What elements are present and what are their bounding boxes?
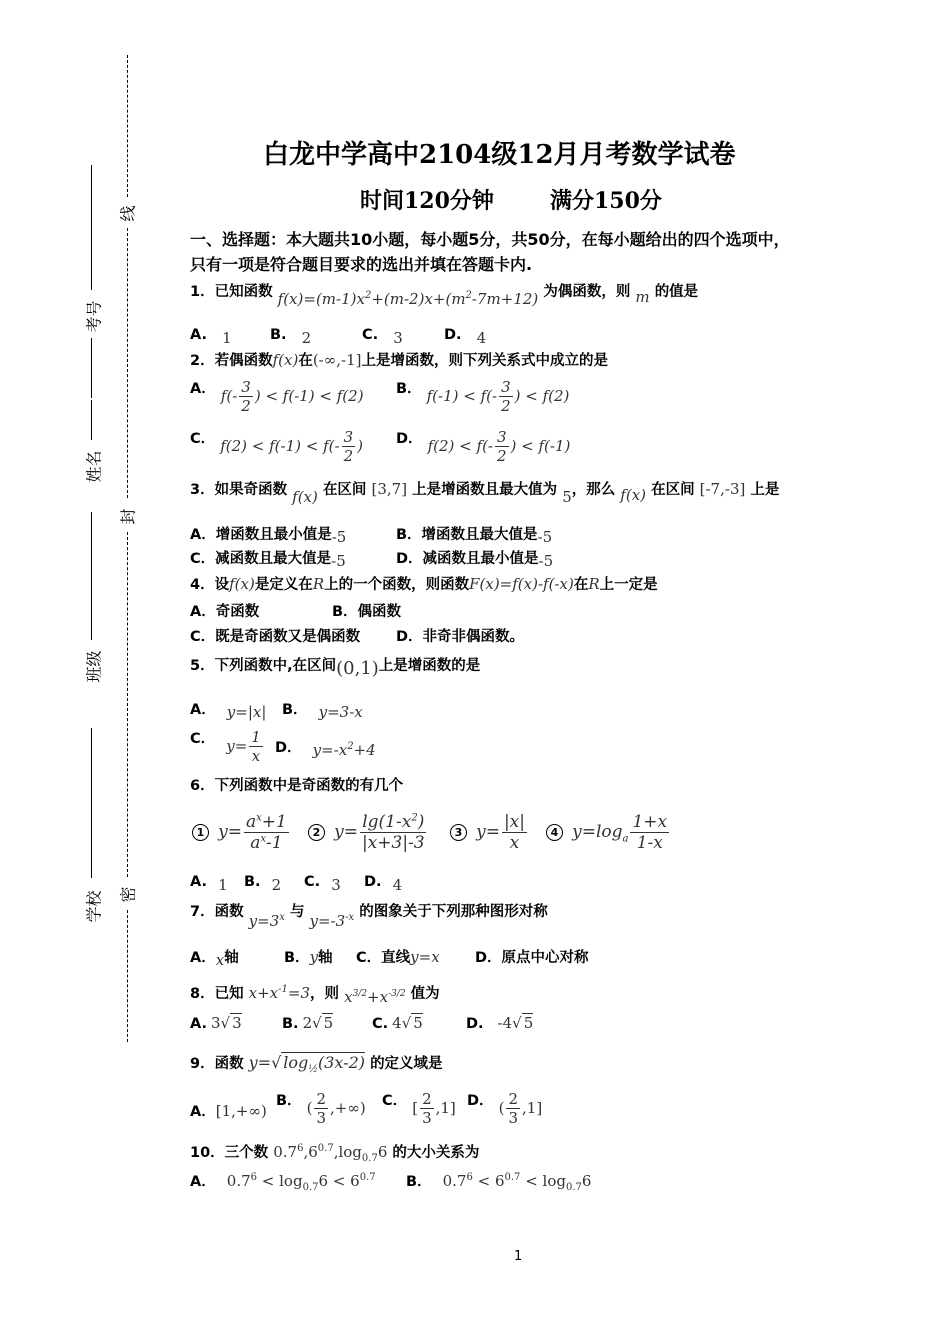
q8-option-c[interactable]: C. 4√ 5 bbox=[372, 1014, 423, 1032]
q5-option-c[interactable]: C． y= $\frac{1}{x}$ bbox=[190, 728, 261, 765]
q1-option-d[interactable]: D. 4 bbox=[444, 327, 487, 347]
binding-label-mi: 密 bbox=[118, 886, 138, 903]
q9-option-a[interactable]: A．[1,+∞) bbox=[190, 1102, 267, 1120]
banji-field-line[interactable] bbox=[91, 728, 92, 878]
xuexiao-label: 学校 bbox=[84, 890, 104, 923]
q3-option-d[interactable]: D．减函数且最小值是-5 bbox=[396, 551, 554, 570]
q4-option-a[interactable]: A．奇函数 bbox=[190, 604, 260, 620]
binding-label-xian: 线 bbox=[118, 205, 138, 222]
binding-dashed-line-mid1 bbox=[127, 228, 128, 498]
q8-option-a[interactable]: A. 3√ 3 bbox=[190, 1014, 242, 1032]
q6-option-c[interactable]: C. 3 bbox=[304, 874, 341, 894]
q9-option-b[interactable]: B． ( $\frac{2}{3}$ ,+∞) bbox=[276, 1090, 366, 1127]
q2-option-c[interactable]: C． f(2) < f(-1) < f(- $\frac{3}{2}$ ) bbox=[190, 428, 363, 465]
kaohao-field-line-2[interactable] bbox=[91, 338, 92, 398]
question-9: 9．函数 y=√ $\log_{\frac{1}{2}}(3x-2)$ 的定义域是 bbox=[190, 1053, 443, 1076]
xingming-field-line-2[interactable] bbox=[91, 512, 92, 640]
q6-option-d[interactable]: D. 4 bbox=[364, 874, 403, 894]
q3-option-a[interactable]: A．增函数且最小值是-5 bbox=[190, 527, 347, 546]
q2-option-b[interactable]: B． f(-1) < f(- $\frac{3}{2}$ ) < f(2) bbox=[396, 378, 570, 415]
binding-dashed-line-top bbox=[127, 55, 128, 197]
q2-option-a[interactable]: A． f(- $\frac{3}{2}$ ) < f(-1) < f(2) bbox=[190, 378, 364, 415]
q1-option-b[interactable]: B. 2 bbox=[270, 327, 312, 347]
page-number: 1 bbox=[514, 1249, 523, 1264]
q9-option-c[interactable]: C． [ $\frac{2}{3}$ ,1] bbox=[382, 1090, 456, 1127]
q10-option-a[interactable]: A． $0.7^6 < \log_{0.7}6 < 6^{0.7}$ bbox=[190, 1172, 376, 1193]
q4-option-c[interactable]: C．既是奇函数又是偶函数 bbox=[190, 629, 361, 645]
q6-item-4: 4 $y=\log_a$ $\frac{1+x}{1-x}$ bbox=[546, 812, 671, 854]
q4-option-d[interactable]: D．非奇非偶函数。 bbox=[396, 629, 525, 645]
question-6: 6．下列函数中是奇函数的有几个 bbox=[190, 778, 404, 794]
q1-var: m bbox=[635, 288, 650, 306]
q9-option-d[interactable]: D． ( $\frac{2}{3}$ ,1] bbox=[467, 1090, 543, 1127]
q5-option-d[interactable]: D． $y=-x^2+4$ bbox=[275, 740, 376, 759]
section-heading-line2: 只有一项是符合题目要求的选出并填在答题卡内. bbox=[190, 255, 533, 274]
q7-option-a[interactable]: A．x轴 bbox=[190, 950, 239, 969]
q1-prefix: 1．已知函数 bbox=[190, 284, 273, 300]
question-2: 2．若偶函数f(x)在(-∞,-1]上是增函数，则下列关系式中成立的是 bbox=[190, 351, 608, 369]
q6-option-a[interactable]: A. 1 bbox=[190, 874, 228, 894]
page-title: 白龙中学高中2104级12月月考数学试卷 bbox=[263, 140, 736, 170]
q5-option-a[interactable]: A． y=|x| bbox=[190, 702, 267, 721]
q7-option-b[interactable]: B．y轴 bbox=[284, 948, 333, 966]
q4-option-b[interactable]: B．偶函数 bbox=[332, 604, 402, 620]
q10-option-b[interactable]: B． $0.7^6 < 6^{0.7} < \log_{0.7}6$ bbox=[406, 1172, 592, 1193]
banji-label: 班级 bbox=[84, 650, 104, 683]
q8-option-d[interactable]: D. -4√ 5 bbox=[466, 1014, 534, 1032]
xingming-field-line[interactable] bbox=[91, 400, 92, 440]
xingming-label: 姓名 bbox=[84, 450, 104, 483]
q5-option-b[interactable]: B． y=3-x bbox=[282, 702, 363, 721]
question-10: 10．三个数 $0.7^6,6^{0.7},\log_{0.7}6$ 的大小关系为 bbox=[190, 1143, 480, 1164]
q1-suffix: 为偶函数，则 bbox=[543, 284, 631, 300]
binding-dashed-line-bottom bbox=[127, 910, 128, 1042]
q1-option-c[interactable]: C. 3 bbox=[362, 327, 403, 347]
question-1 bbox=[190, 280, 699, 308]
q7-option-c[interactable]: C．直线y=x bbox=[356, 948, 440, 966]
binding-label-feng: 封 bbox=[118, 508, 138, 525]
question-8: 8．已知 $x+x^{-1}=3$，则 $x^{3/2}+x^{-3/2}$ 值为 bbox=[190, 984, 440, 1006]
q6-item-2: 2 y= $\frac{\lg(1-x^2)}{|x+3|-3}$ bbox=[308, 812, 429, 854]
q6-item-1: 1 y= $\frac{a^x+1}{a^x-1}$ bbox=[192, 812, 291, 854]
question-5: 5．下列函数中,在区间(0,1)上是增函数的是 bbox=[190, 658, 481, 679]
q6-item-3: 3 y= $\frac{|x|}{x}$ bbox=[450, 812, 529, 854]
binding-dashed-line-mid2 bbox=[127, 532, 128, 877]
section-heading-line1: 一、选择题：本大题共10小题，每小题5分，共50分，在每小题给出的四个选项中， bbox=[190, 230, 790, 249]
q1-option-a[interactable]: A. 1 bbox=[190, 327, 232, 347]
q1-expr: $f(x)=(m-1)x^2+(m-2)x+(m^2-7m+12)$ bbox=[277, 290, 539, 308]
kaohao-label: 考号 bbox=[84, 300, 104, 333]
q7-option-d[interactable]: D．原点中心对称 bbox=[475, 950, 589, 966]
q1-suffix2: 的值是 bbox=[654, 284, 699, 300]
q3-option-c[interactable]: C．减函数且最大值是-5 bbox=[190, 551, 346, 570]
q6-option-b[interactable]: B. 2 bbox=[244, 874, 282, 894]
subtitle-score: 满分150分 bbox=[550, 188, 662, 214]
question-3: 3．如果奇函数 f(x) 在区间 [3,7] 上是增函数且最大值为 5，那么 f(x) 在区间 [-7,-3] 上是 bbox=[190, 480, 780, 506]
q3-option-b[interactable]: B．增函数且最大值是-5 bbox=[396, 527, 553, 546]
kaohao-field-line[interactable] bbox=[91, 165, 92, 290]
subtitle-time: 时间120分钟 bbox=[360, 188, 494, 214]
q2-option-d[interactable]: D． f(2) < f(- $\frac{3}{2}$ ) < f(-1) bbox=[396, 428, 571, 465]
q8-option-b[interactable]: B. 2√ 5 bbox=[282, 1014, 334, 1032]
question-7: 7．函数 $y=3^x$ 与 $y=-3^{-x}$ 的图象关于下列那种图形对称 bbox=[190, 904, 548, 930]
question-4: 4．设f(x)是定义在R上的一个函数，则函数F(x)=f(x)-f(-x)在R上一定是 bbox=[190, 575, 658, 593]
